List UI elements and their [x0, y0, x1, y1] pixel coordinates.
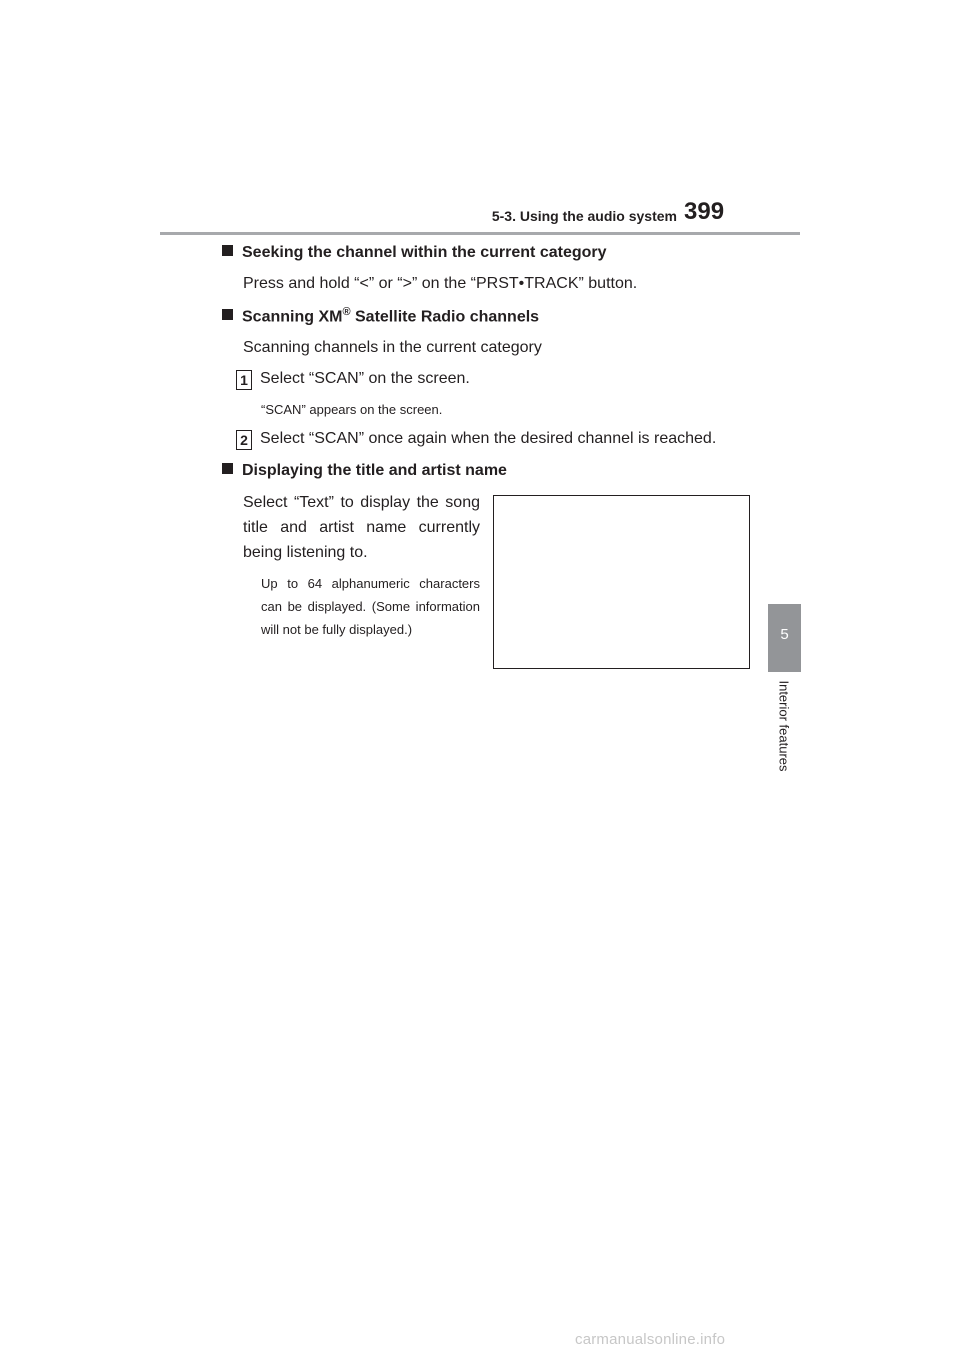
square-bullet-icon — [222, 309, 233, 320]
section-heading-scanning: Scanning XM® Satellite Radio channels — [222, 306, 539, 326]
step-number-2: 2 — [236, 430, 252, 450]
chapter-tab — [768, 604, 801, 672]
scanning-intro: Scanning channels in the current category — [243, 339, 542, 356]
section-heading-display-title: Displaying the title and artist name — [222, 462, 507, 480]
step-number-1: 1 — [236, 370, 252, 390]
display-title-note: Up to 64 alphanumeric characters can be displayed. (Some information will not be fully displayed.) — [261, 576, 480, 637]
square-bullet-icon — [222, 463, 233, 474]
chapter-label: Interior features — [776, 680, 792, 772]
square-bullet-icon — [222, 245, 233, 256]
step-text-1: Select “SCAN” on the screen. — [260, 370, 470, 387]
registered-mark: ® — [342, 306, 351, 318]
step-text-2: Select “SCAN” once again when the desired channel is reached. — [260, 430, 717, 447]
page-number: 399 — [684, 198, 725, 225]
display-title-instructions: Select “Text” to display the song title and artist name currently being listening to. — [243, 494, 480, 561]
chapter-number: 5 — [780, 626, 789, 643]
header-divider — [160, 232, 800, 235]
section-heading-seeking: Seeking the channel within the current category — [222, 244, 607, 262]
step-note-1: “SCAN” appears on the screen. — [261, 402, 443, 417]
watermark: carmanualsonline.info — [575, 1331, 726, 1348]
seeking-instructions: Press and hold “<” or “>” on the “PRST•TRACK” button. — [243, 275, 638, 292]
screen-illustration-frame — [493, 495, 750, 669]
section-title: 5-3. Using the audio system — [491, 208, 677, 224]
